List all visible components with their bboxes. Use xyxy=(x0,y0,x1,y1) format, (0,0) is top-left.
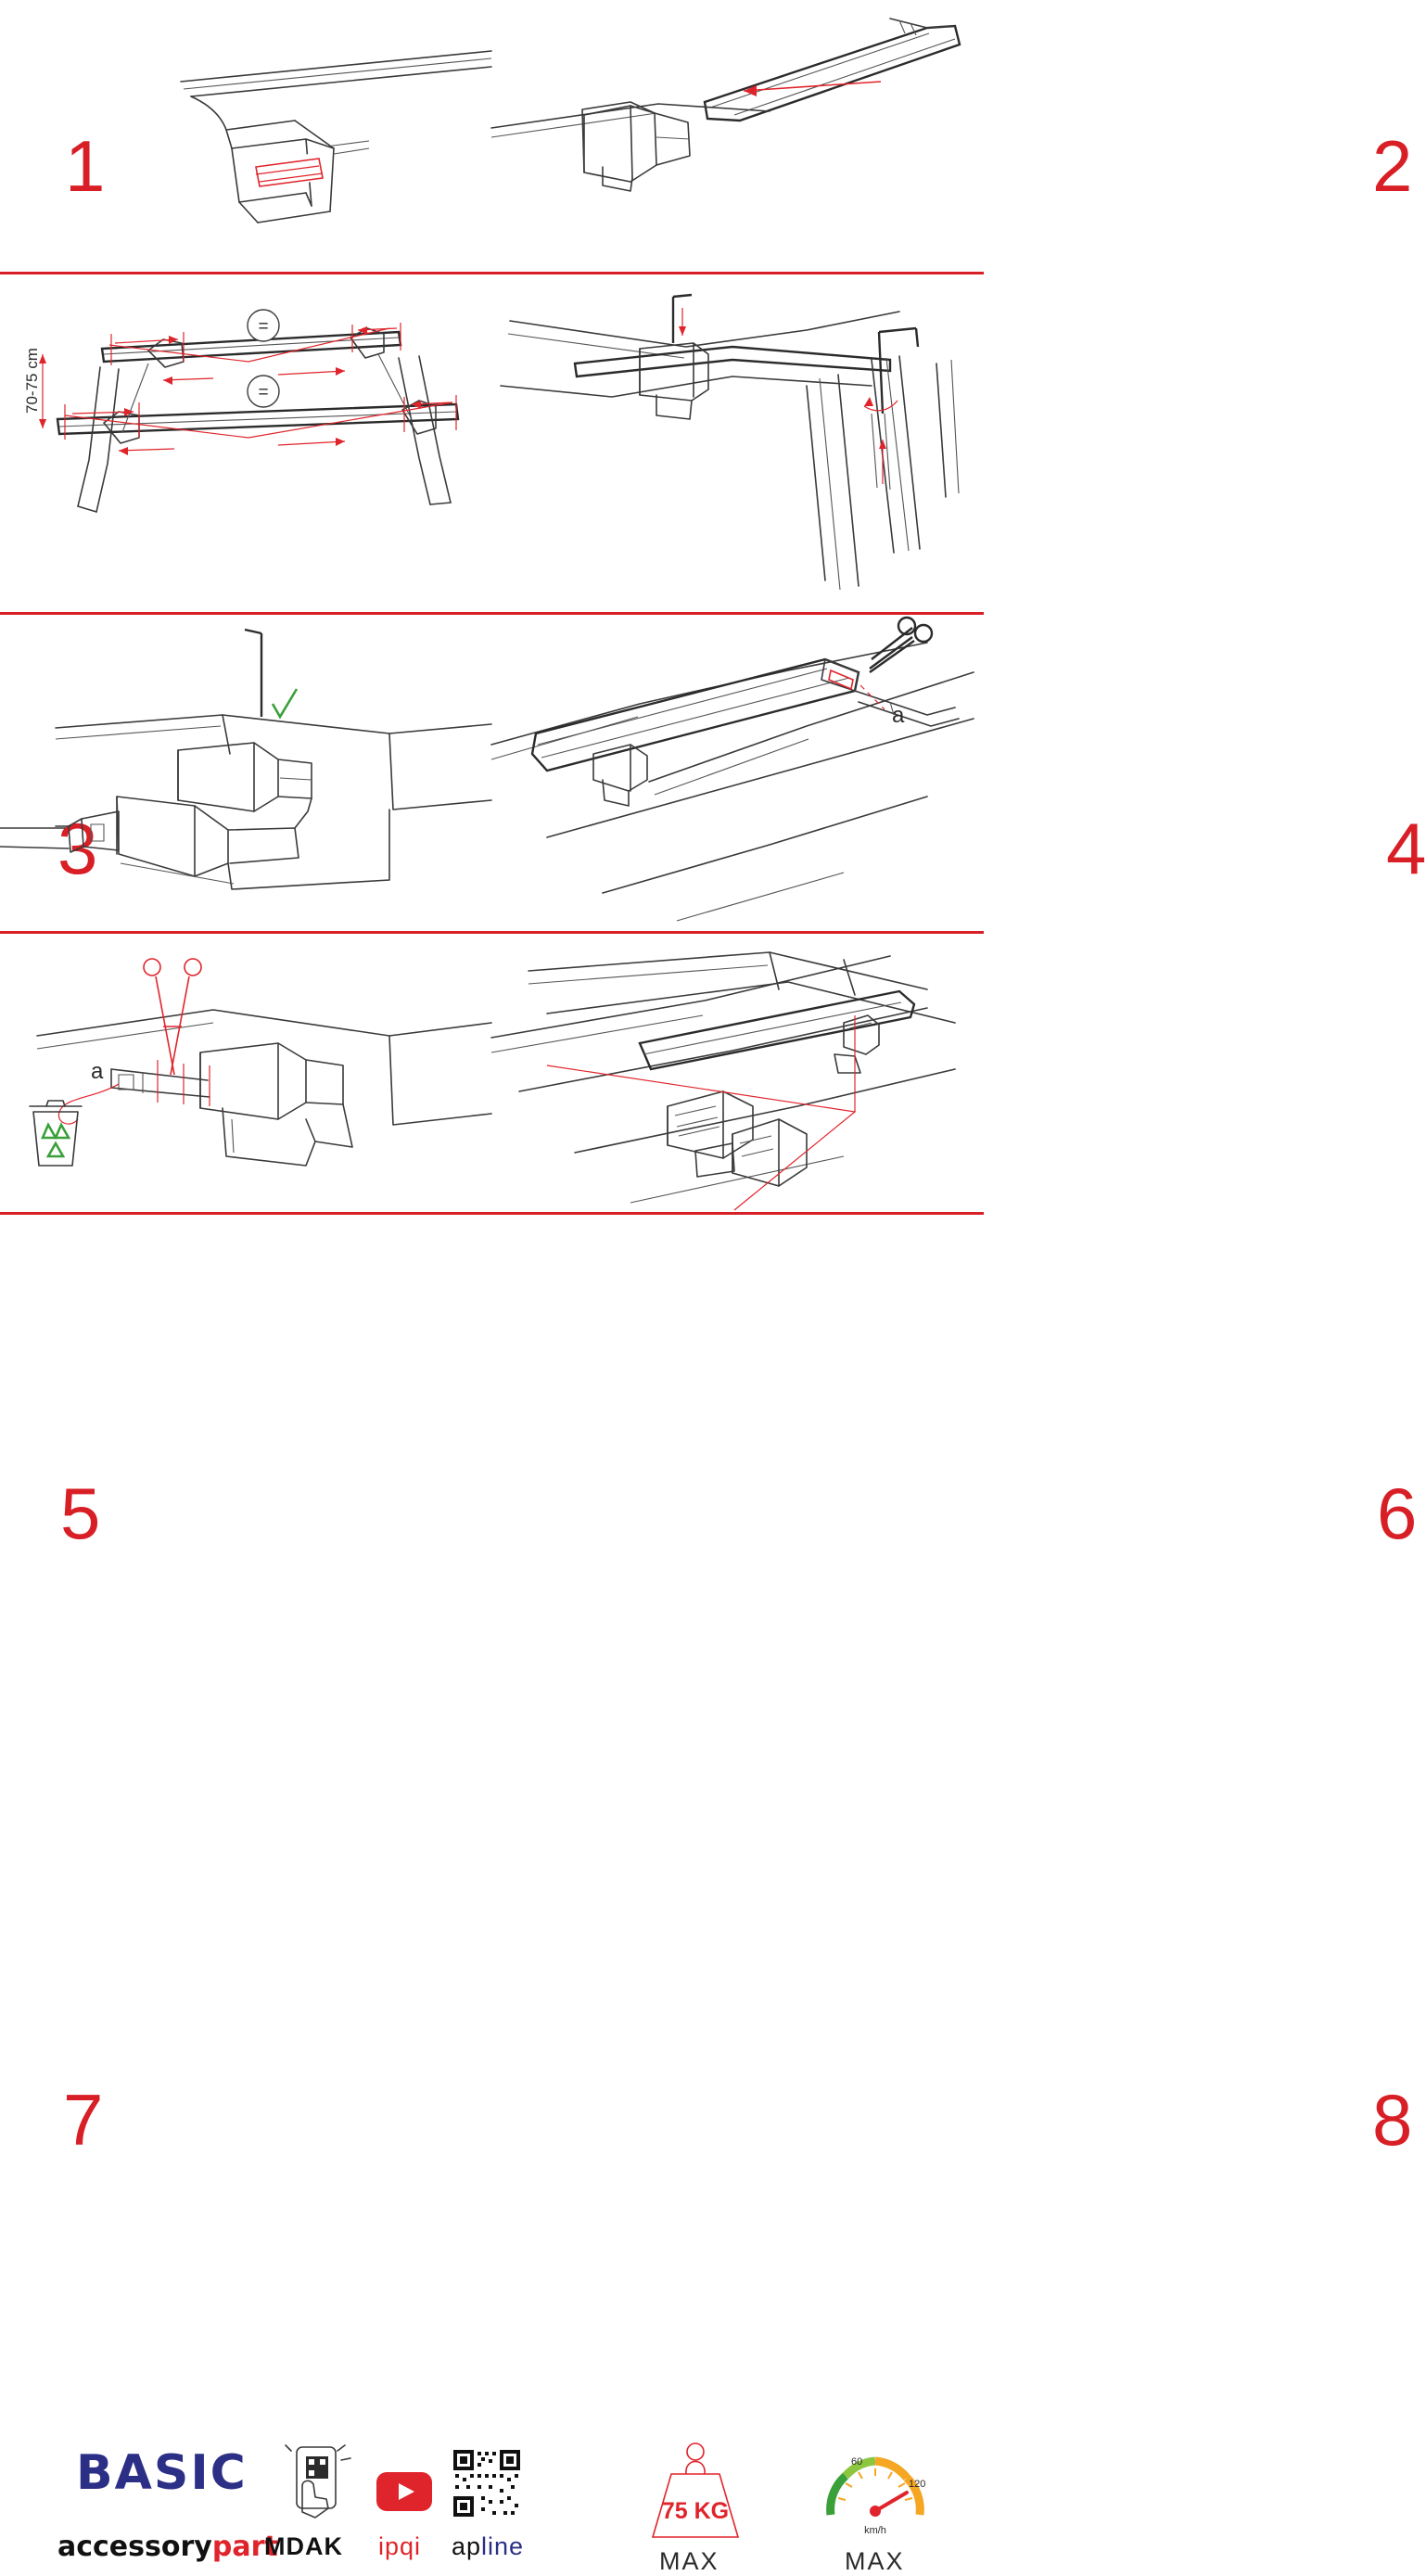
step-6-illustration xyxy=(491,615,984,931)
step-5-number: 5 xyxy=(60,1473,101,1554)
equal-mark-bottom: = xyxy=(258,383,269,402)
brand-part-text: part xyxy=(211,2531,278,2563)
equal-mark-top: = xyxy=(258,317,269,337)
max-load-icon xyxy=(640,2441,751,2544)
step-3-spacing-label: 70-75 cm xyxy=(23,348,41,414)
scissors-icon xyxy=(870,618,932,672)
step-6-marker-a: a xyxy=(892,703,905,728)
apline-logo-label xyxy=(452,2532,524,2561)
footer-brand-bar xyxy=(0,1212,984,2575)
speed-tick-120: 120 xyxy=(909,2479,926,2490)
max-load-caption: MAX xyxy=(659,2547,719,2575)
step-8-illustration xyxy=(491,934,984,1212)
panel-step-7 xyxy=(0,934,491,2161)
panel-step-3 xyxy=(0,274,501,889)
panel-step-4 xyxy=(501,274,1426,889)
mdak-logo-label: MDAK xyxy=(264,2532,343,2560)
step-2-illustration xyxy=(491,0,984,272)
step-3-illustration xyxy=(0,274,501,612)
apline-ap-text: ap xyxy=(452,2532,482,2560)
ipqi-logo-label: ipqi xyxy=(378,2532,422,2560)
step-4-illustration xyxy=(501,274,984,612)
recycle-bin-icon xyxy=(30,1101,82,1166)
speed-tick-60: 60 xyxy=(851,2456,863,2468)
speed-unit-label: km/h xyxy=(864,2525,886,2536)
step-7-marker-a: a xyxy=(91,1059,104,1084)
panel-step-6 xyxy=(491,615,1418,1554)
step-4-number: 4 xyxy=(1386,808,1426,889)
step-7-illustration xyxy=(0,934,491,1212)
youtube-icon[interactable] xyxy=(376,2471,433,2512)
max-speed-icon xyxy=(818,2441,933,2544)
phone-qr-scan-icon xyxy=(278,2443,352,2523)
panel-step-5 xyxy=(0,615,491,1554)
step-6-number: 6 xyxy=(1377,1473,1418,1554)
qr-code-icon xyxy=(452,2448,522,2519)
apline-line-text: line xyxy=(481,2532,525,2560)
brand-basic-logo: BASIC xyxy=(76,2445,248,2501)
max-speed-caption: MAX xyxy=(845,2547,905,2575)
step-1-number: 1 xyxy=(65,125,106,207)
step-5-illustration xyxy=(0,615,491,931)
panel-step-1 xyxy=(0,0,491,272)
scissors-icon-7 xyxy=(144,959,201,1075)
panel-step-8 xyxy=(491,934,1413,2161)
max-load-value: 75 KG xyxy=(661,2498,730,2524)
panel-step-2 xyxy=(491,0,1413,272)
brand-accessory-text: accessory xyxy=(57,2531,212,2563)
step-7-number: 7 xyxy=(63,2079,104,2161)
step-3-number: 3 xyxy=(57,808,98,889)
step-8-number: 8 xyxy=(1372,2079,1413,2161)
brand-accessorypart-logo xyxy=(57,2531,278,2563)
step-2-number: 2 xyxy=(1372,125,1413,207)
